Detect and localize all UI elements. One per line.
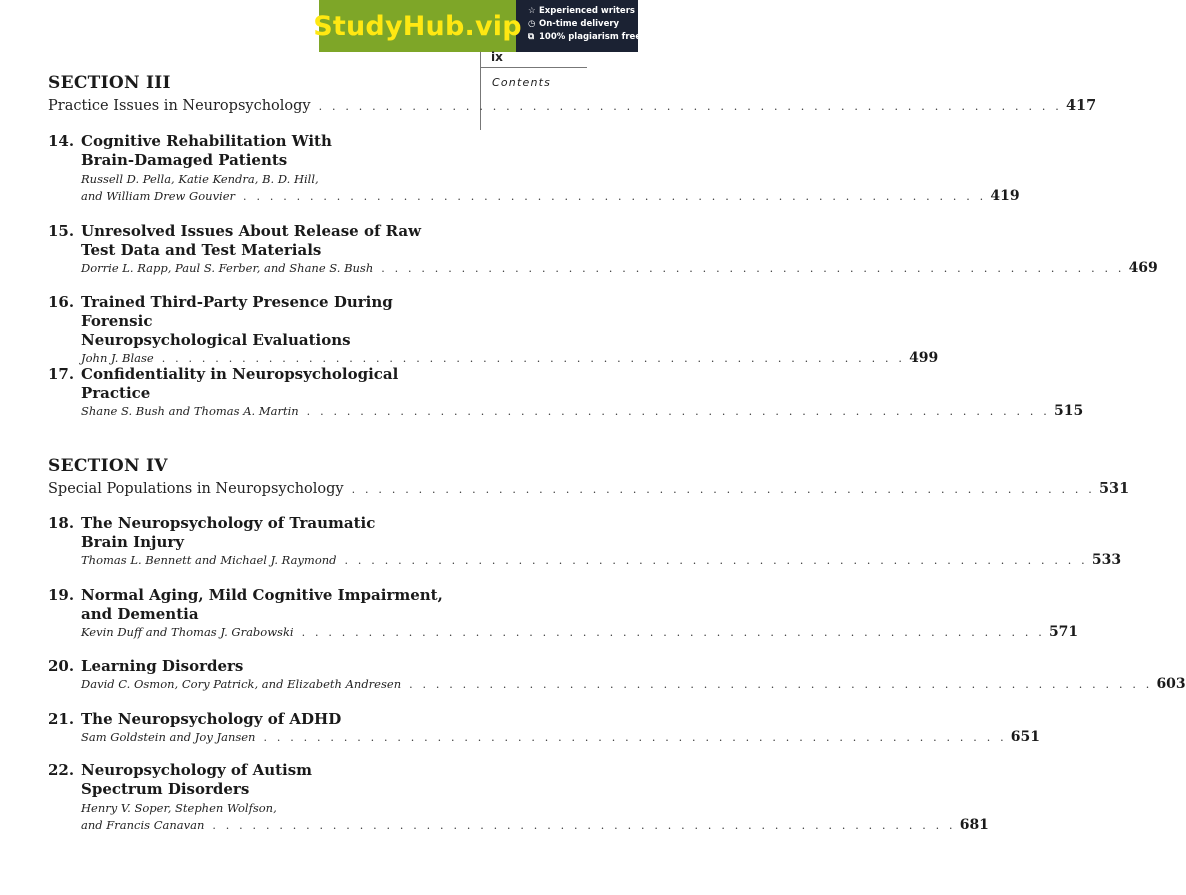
chapter-title: Unresolved Issues About Release of Raw: [81, 222, 422, 240]
chapter-authors: Sam Goldstein and Joy Jansen: [81, 730, 256, 744]
section-page: 417: [1065, 97, 1097, 114]
chapter-number: 17.: [48, 365, 75, 383]
chapter-author-row: [81, 676, 1186, 695]
chapter-authors: Kevin Duff and Thomas J. Grabowski: [81, 625, 294, 639]
leader-dots: . . . . . . . . . . . . . . . . . . . . . . . . . . . . . . . . . . . . . . . . . . . . . . . . . . . . . . . .: [306, 405, 1050, 418]
copy-icon: ⧉: [528, 32, 535, 42]
chapter-author-row: [81, 403, 1084, 422]
toc-entry: [48, 761, 989, 836]
chapter-title: Neuropsychological Evaluations: [81, 331, 351, 349]
chapter-authors: and Francis Canavan: [81, 818, 205, 832]
feature-item: ⧉ 100% plagiarism free: [528, 32, 642, 42]
header-rule: [481, 67, 587, 68]
chapter-authors: Shane S. Bush and Thomas A. Martin: [81, 404, 299, 418]
chapter-page: 515: [1054, 403, 1084, 419]
chapter-author-row: [81, 729, 1041, 748]
ad-banner[interactable]: [313, 0, 642, 52]
chapter-title: and Dementia: [81, 605, 199, 623]
chapter-authors: Thomas L. Bennett and Michael J. Raymond: [81, 553, 337, 567]
leader-dots: . . . . . . . . . . . . . . . . . . . . . . . . . . . . . . . . . . . . . . . . . . . . . . . . . . . . . . . .: [161, 352, 906, 365]
toc-entry: [48, 657, 1186, 695]
running-head: Contents: [492, 76, 552, 89]
leader-dots: . . . . . . . . . . . . . . . . . . . . . . . . . . . . . . . . . . . . . . . . . . . . . . . . . . . . . . . .: [301, 626, 1045, 639]
chapter-author-row: [81, 260, 1158, 279]
chapter-number: 20.: [48, 657, 75, 675]
leader-dots: . . . . . . . . . . . . . . . . . . . . . . . . . . . . . . . . . . . . . . . . . . . . . . . . . . . . . . . .: [381, 262, 1125, 275]
feature-item: ◷ On-time delivery: [528, 19, 620, 29]
chapter-number: 16.: [48, 293, 75, 311]
chapter-number: 14.: [48, 132, 75, 150]
chapter-title: The Neuropsychology of Traumatic: [81, 514, 376, 532]
chapter-title: Brain-Damaged Patients: [81, 151, 288, 169]
leader-dots: . . . . . . . . . . . . . . . . . . . . . . . . . . . . . . . . . . . . . . . . . . . . . . . . . . . . . . . .: [318, 100, 1062, 113]
chapter-title: The Neuropsychology of ADHD: [81, 710, 342, 728]
leader-dots: . . . . . . . . . . . . . . . . . . . . . . . . . . . . . . . . . . . . . . . . . . . . . . . . . . . . . . . .: [409, 678, 1153, 691]
star-icon: ☆: [528, 6, 536, 16]
section-subtitle-row: [48, 97, 1097, 117]
leader-dots: . . . . . . . . . . . . . . . . . . . . . . . . . . . . . . . . . . . . . . . . . . . . . . . . . . . . . . . .: [351, 483, 1095, 496]
chapter-page: 533: [1091, 552, 1122, 568]
header-divider: [480, 52, 481, 130]
section-page: 531: [1098, 480, 1130, 497]
chapter-title: Normal Aging, Mild Cognitive Impairment,: [81, 586, 443, 604]
section-subtitle: Practice Issues in Neuropsychology: [48, 98, 311, 114]
chapter-author-row: [81, 624, 1079, 643]
section-title: SECTION IV: [48, 456, 168, 476]
clock-icon: ◷: [528, 19, 536, 29]
chapter-number: 21.: [48, 710, 75, 728]
chapter-page: 571: [1048, 624, 1079, 640]
chapter-title: Test Data and Test Materials: [81, 241, 322, 259]
leader-dots: . . . . . . . . . . . . . . . . . . . . . . . . . . . . . . . . . . . . . . . . . . . . . . . . . . . . . . . .: [344, 554, 1088, 567]
chapter-page: 681: [959, 817, 989, 833]
leader-dots: . . . . . . . . . . . . . . . . . . . . . . . . . . . . . . . . . . . . . . . . . . . . . . . . . . . . . . . .: [243, 190, 987, 203]
chapter-page: 419: [990, 188, 1020, 204]
chapter-number: 15.: [48, 222, 75, 240]
toc-entry: [48, 293, 939, 369]
section-subtitle-row: [48, 480, 1130, 500]
chapter-authors: Dorrie L. Rapp, Paul S. Ferber, and Shane S. Bush: [81, 261, 374, 275]
toc-entry: [48, 710, 1041, 748]
chapter-page: 603: [1156, 676, 1186, 692]
section-subtitle: Special Populations in Neuropsychology: [48, 481, 344, 497]
chapter-title: Trained Third-Party Presence During Forensic: [81, 293, 393, 330]
chapter-author-row: [81, 188, 1020, 207]
chapter-authors: Russell D. Pella, Katie Kendra, B. D. Hill,: [81, 172, 319, 186]
chapter-author-row: [81, 552, 1122, 571]
chapter-title: Learning Disorders: [81, 657, 244, 675]
chapter-title: Brain Injury: [81, 533, 185, 551]
toc-entry: [48, 222, 1158, 279]
chapter-authors: Henry V. Soper, Stephen Wolfson,: [81, 801, 277, 815]
brand-logo[interactable]: StudyHub.vip: [319, 0, 516, 52]
chapter-title: Cognitive Rehabilitation With: [81, 132, 332, 150]
chapter-title: Neuropsychology of Autism: [81, 761, 313, 779]
chapter-number: 18.: [48, 514, 75, 532]
chapter-page: 651: [1010, 729, 1041, 745]
chapter-authors: John J. Blase: [81, 351, 154, 365]
chapter-authors: David C. Osmon, Cory Patrick, and Elizabeth Andresen: [81, 677, 402, 691]
section-title: SECTION III: [48, 73, 171, 93]
chapter-page: 499: [909, 350, 939, 366]
leader-dots: . . . . . . . . . . . . . . . . . . . . . . . . . . . . . . . . . . . . . . . . . . . . . . . . . . . . . . . .: [263, 731, 1007, 744]
leader-dots: . . . . . . . . . . . . . . . . . . . . . . . . . . . . . . . . . . . . . . . . . . . . . . . . . . . . . . . .: [212, 819, 956, 832]
toc-entry: [48, 514, 1122, 571]
chapter-number: 19.: [48, 586, 75, 604]
page-number: ix: [491, 50, 503, 64]
feature-item: ☆ Experienced writers: [528, 6, 635, 16]
chapter-authors: and William Drew Gouvier: [81, 189, 236, 203]
feature-list: [516, 0, 641, 52]
toc-entry: [48, 132, 1020, 207]
chapter-number: 22.: [48, 761, 75, 779]
toc-entry: [48, 586, 1079, 643]
toc-entry: [48, 365, 1084, 422]
chapter-title: Practice: [81, 384, 151, 402]
chapter-title: Confidentiality in Neuropsychological: [81, 365, 399, 383]
chapter-title: Spectrum Disorders: [81, 780, 250, 798]
chapter-page: 469: [1128, 260, 1158, 276]
chapter-author-row: [81, 817, 989, 836]
